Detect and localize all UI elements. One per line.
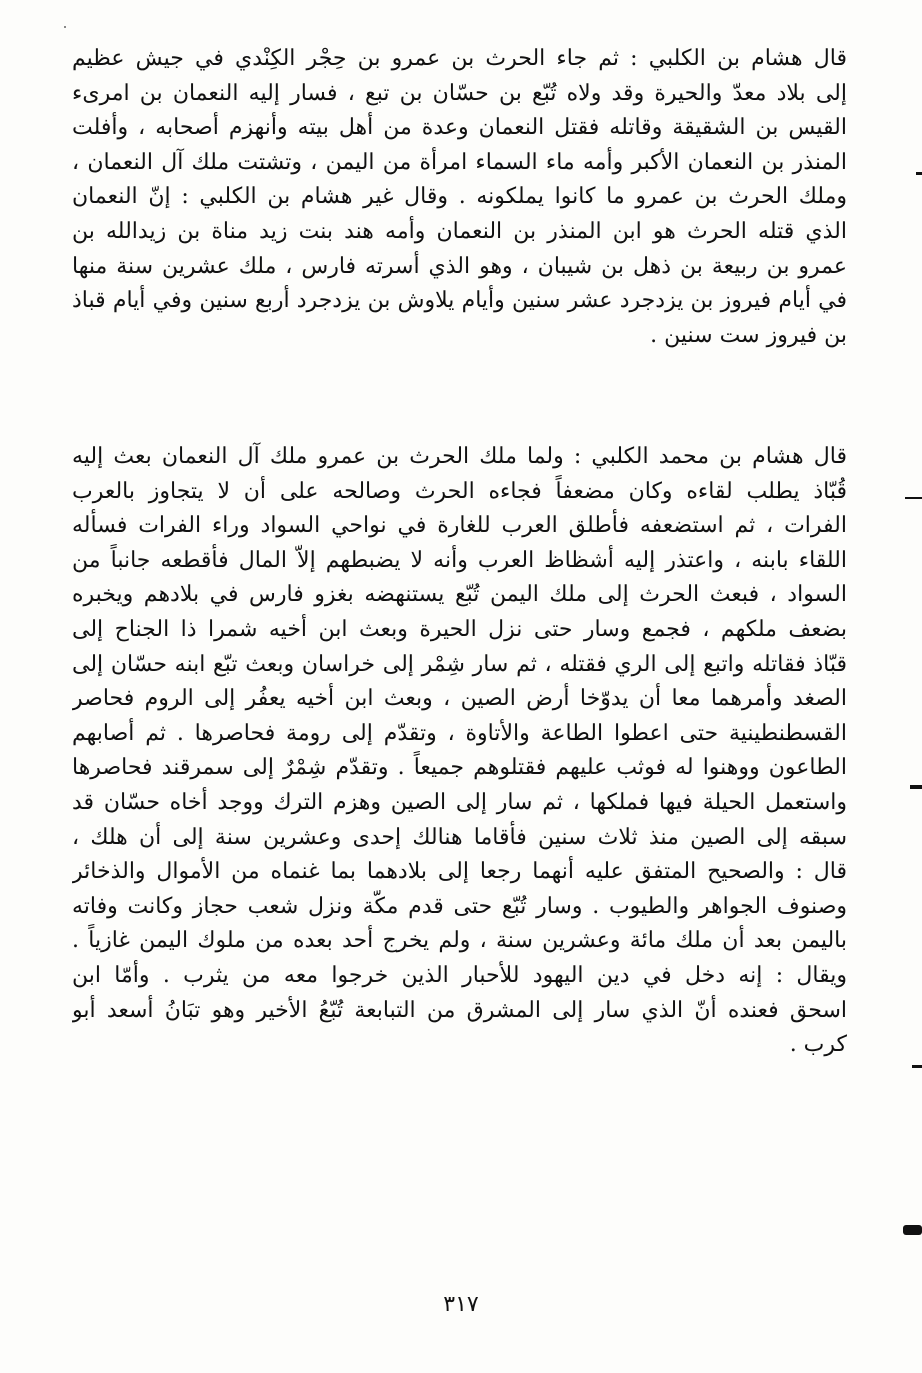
- text-line: الفرات ، ثم استضعفه فأطلق العرب للغارة في نواحي السواد وراء الفرات فسأله: [72, 513, 847, 539]
- text-line: قبّاذ فقاتله واتبع إلى الري فقتله ، ثم سار شِمْر إلى خراسان وبعث تبّع ابنه حسّان إلى: [72, 651, 847, 677]
- text-line: باليمن بعد أن ملك مائة وعشرين سنة ، ولم يخرج أحد بعده من ملوك اليمن غازياً .: [72, 928, 847, 954]
- text-line: وصنوف الجواهر والطيوب . وسار تُبّع حتى قدم مكّة ونزل شعب حجاز وكانت وفاته: [72, 893, 847, 919]
- margin-tick: [905, 497, 922, 499]
- paragraph-1: [72, 42, 847, 353]
- text-line: ويقال : إنه دخل في دين اليهود للأحبار الذين خرجوا معه من يثرب . وأمّا ابن: [72, 962, 847, 988]
- text-line: القيس بن الشقيقة وقاتله فقتل النعمان وعدة من أهل بيته وأنهزم أصحابه ، وأفلت: [72, 115, 847, 141]
- page-number: ٣١٧: [443, 1292, 479, 1317]
- text-line: واستعمل الحيلة فيها فملكها ، ثم سار إلى الصين وهزم الترك ووجد أخاه حسّان قد: [72, 789, 847, 815]
- text-line: في أيام فيروز بن يزدجرد عشر سنين وأيام يلاوش بن يزدجرد أربع سنين وفي أيام قباذ: [72, 288, 847, 314]
- margin-tick: [916, 172, 922, 175]
- text-line: المنذر بن النعمان الأكبر وأمه ماء السماء امرأة من اليمن ، وتشتت ملك آل النعمان ،: [72, 149, 847, 175]
- text-line: السواد ، فبعث الحرث إلى ملك اليمن تُبّع يستنهضه بغزو فارس في بلادهم ويخبره: [72, 582, 847, 608]
- margin-tick: [903, 1225, 922, 1235]
- margin-tick: [910, 785, 922, 789]
- text-line: الصغد وأمرهما معا أن يدوّخا أرض الصين ، وبعث ابن أخيه يعفُر إلى الروم فحاصر: [72, 686, 847, 712]
- text-line: قُبّاذ يطلب لقاءه وكان مضعفاً فجاءه الحرث وصالحه على أن لا يتجاوز بالعرب: [72, 478, 847, 504]
- text-line: قال : والصحيح المتفق عليه أنهما رجعا إلى بلادهما بما غنماه من الأموال والذخائر: [72, 859, 847, 885]
- text-line: سبقه إلى الصين منذ ثلاث سنين فأقاما هنالك إحدى وعشرين سنة إلى أن هلك ،: [72, 824, 847, 850]
- text-line: قال هشام بن محمد الكلبي : ولما ملك الحرث بن عمرو ملك آل النعمان بعث إليه: [72, 444, 847, 469]
- text-line: اسحق فعنده أنّ الذي سار إلى المشرق من التبابعة تُبّعُ الأخير وهو تبَانُ أسعد أبو: [72, 997, 847, 1023]
- text-line: اللقاء بابنه ، واعتذر إليه أشظاظ العرب وأنه لا يضبطهم إلاّ المال فأقطعه جانباً من: [72, 547, 847, 573]
- text-line: قال هشام بن الكلبي : ثم جاء الحرث بن عمرو بن حِجْر الكِنْدي في جيش عظيم: [72, 46, 847, 71]
- text-line: بضعف ملكهم ، فجمع وسار حتى نزل الحيرة وبعث ابن أخيه شمرا ذا الجناح إلى: [72, 616, 847, 642]
- margin-tick: [912, 1065, 922, 1068]
- text-line: الذي قتله الحرث هو ابن المنذر بن النعمان وأمه هند بنت زيد مناة بن زيدالله بن: [72, 218, 847, 244]
- paragraph-2: [72, 440, 847, 1063]
- text-line: إلى بلاد معدّ والحيرة وقد ولاه تُبّع بن حسّان بن تبع ، فسار إليه النعمان بن امرىء: [72, 80, 847, 106]
- text-line: عمرو بن ربيعة بن ذهل بن شيبان ، وهو الذي أسرته فارس ، ملك عشرين سنة منها: [72, 253, 847, 279]
- text-line: بن فيروز ست سنين .: [650, 322, 847, 348]
- scan-speck: [64, 26, 66, 28]
- text-line: كرب .: [789, 1032, 847, 1058]
- text-line: القسطنطينية حتى اعطوا الطاعة والأتاوة ، وتقدّم إلى رومة فحاصرها . ثم أصابهم: [72, 720, 847, 746]
- text-line: الطاعون ووهنوا له فوثب عليهم فقتلوهم جميعاً . وتقدّم شِمْرٌ إلى سمرقند فحاصرها: [72, 755, 847, 781]
- text-line: وملك الحرث بن عمرو ما كانوا يملكونه . وقال غير هشام بن الكلبي : إنّ النعمان: [72, 184, 847, 210]
